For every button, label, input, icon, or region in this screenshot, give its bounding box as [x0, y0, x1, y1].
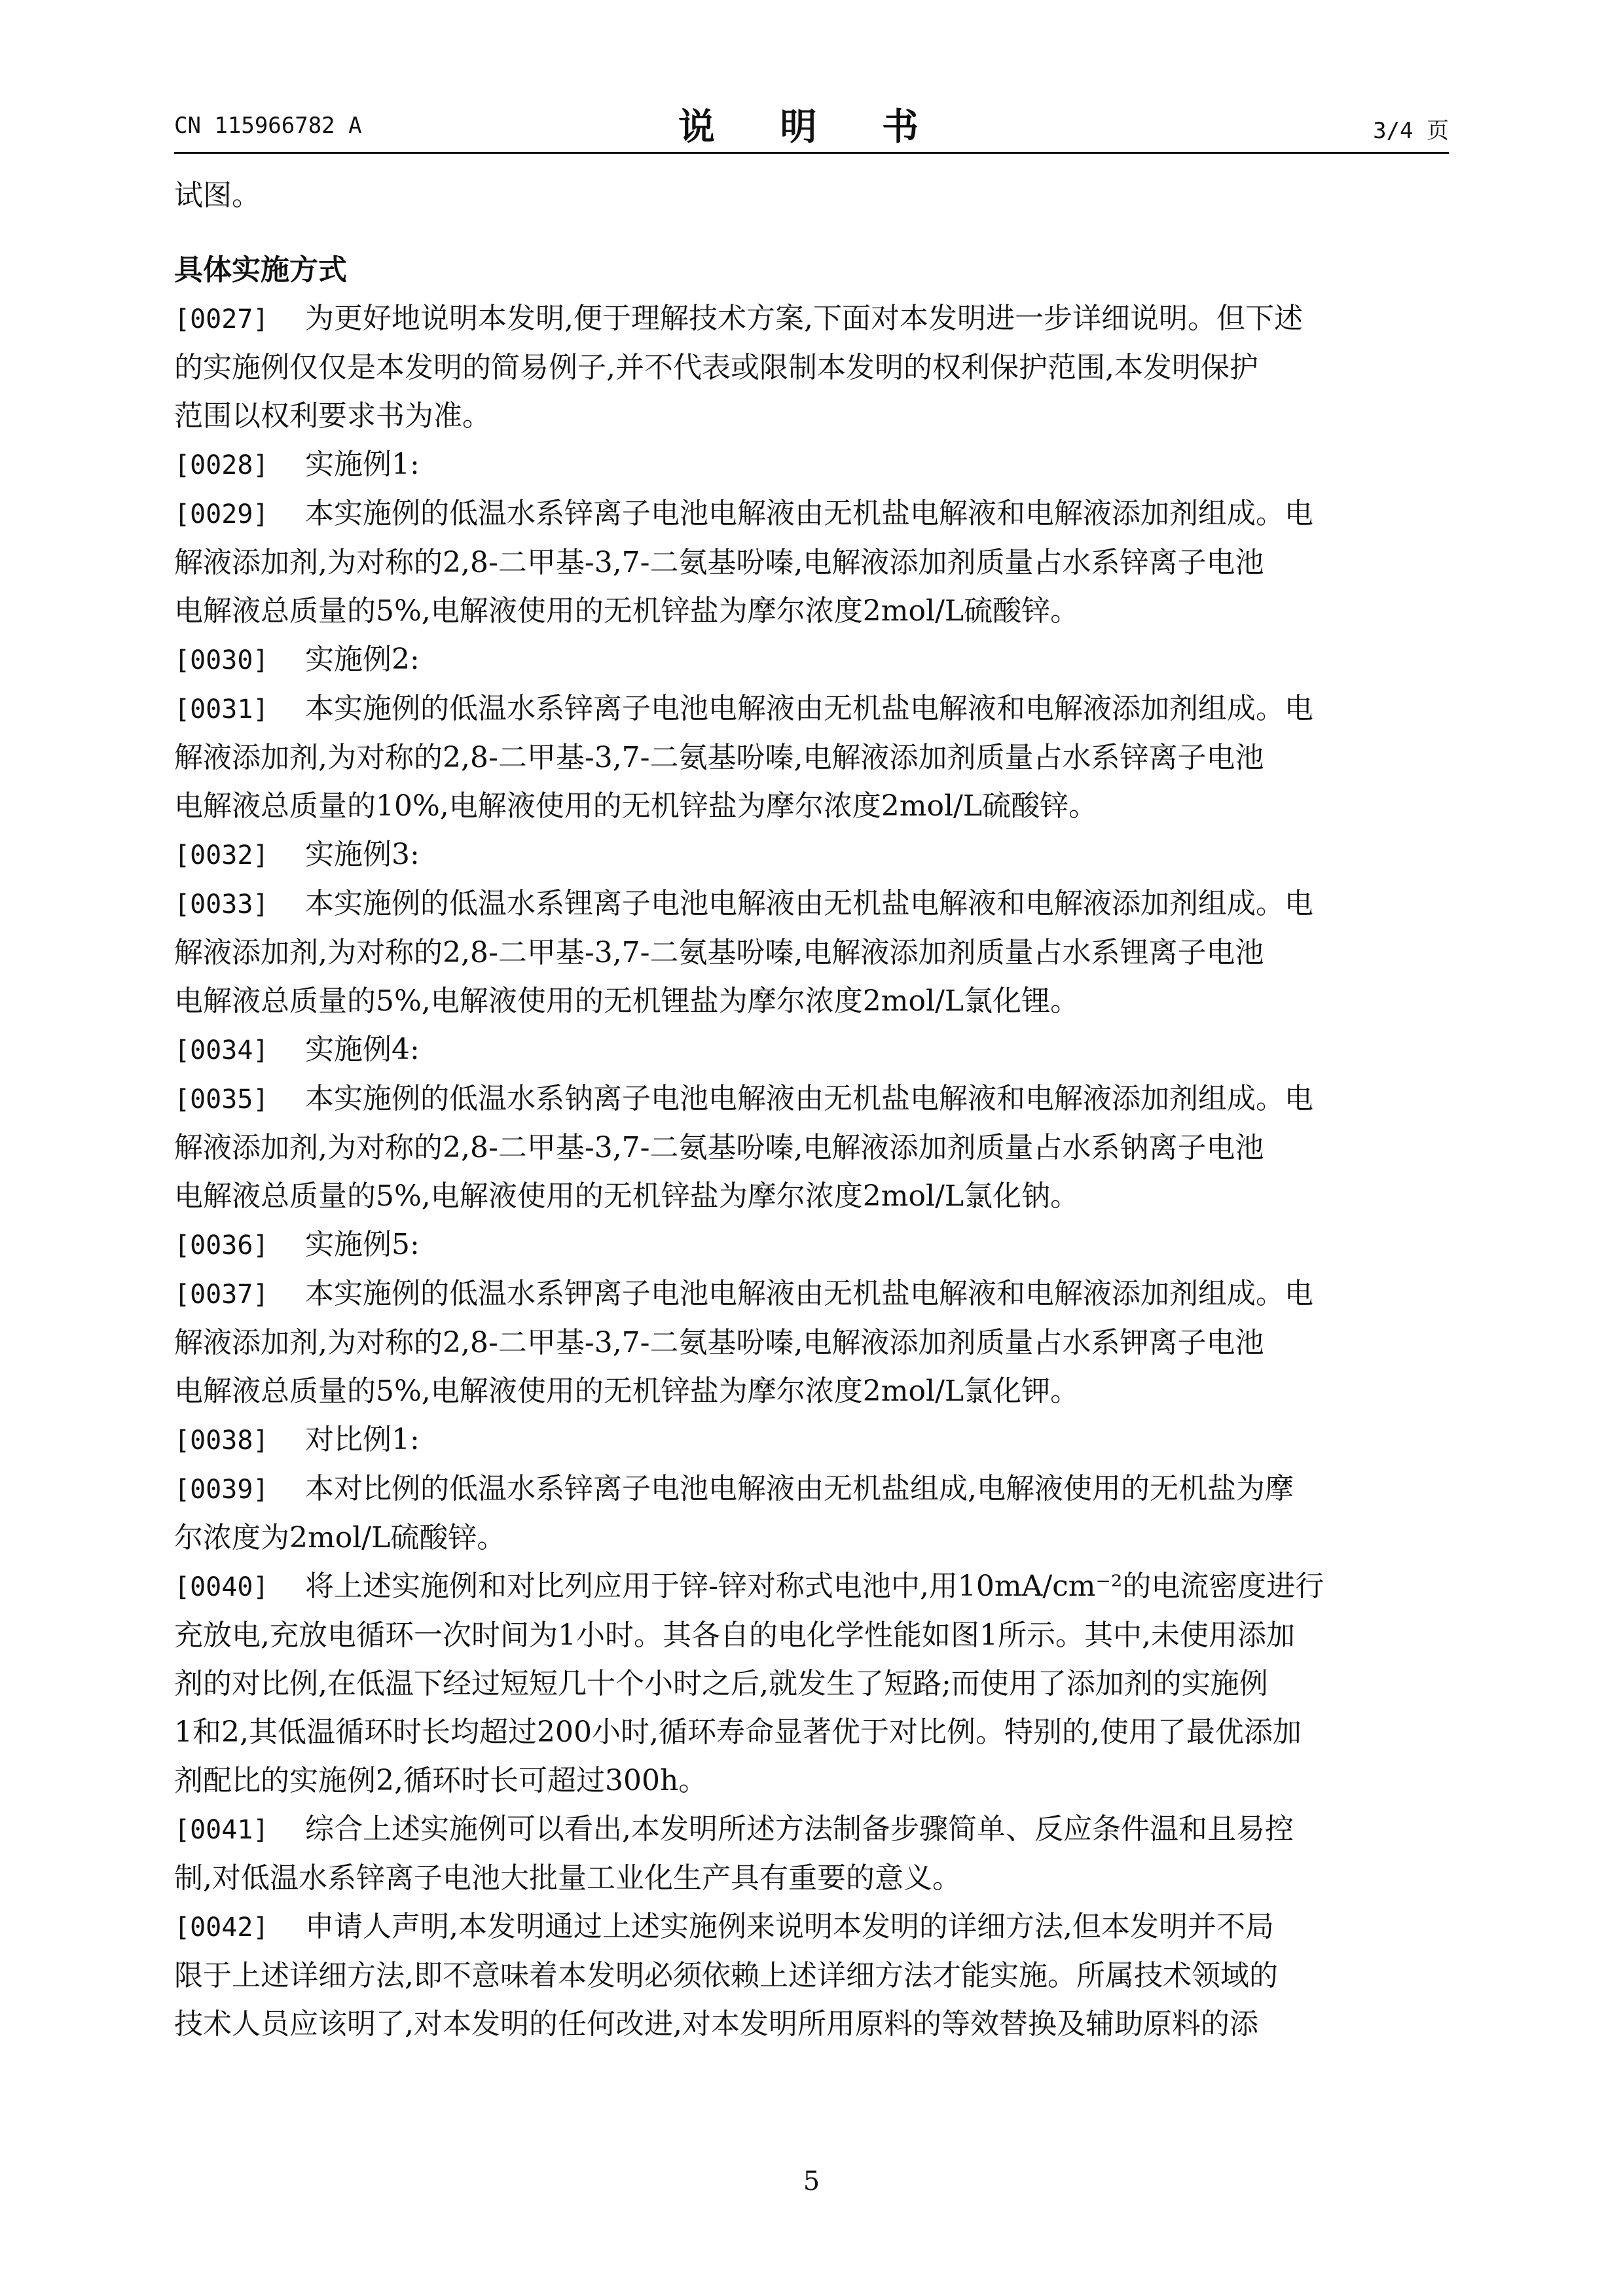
spacer: [174, 220, 1449, 246]
paragraph-first-line: [174, 1221, 1449, 1270]
paragraph-line: [174, 1367, 1449, 1416]
paragraph-text: 电解液总质量的5%,电解液使用的无机锌盐为摩尔浓度2mol/L氯化钾。: [174, 1374, 1080, 1408]
paragraph-list: [174, 295, 1449, 2049]
publication-number: CN 115966782 A: [174, 113, 362, 139]
paragraph-number: [0041]: [174, 1815, 269, 1845]
paragraph-text: 解液添加剂,为对称的2,8-二甲基-3,7-二氨基吩嗪,电解液添加剂质量占水系锌离子电池: [174, 741, 1264, 774]
section-heading: 具体实施方式: [174, 253, 347, 287]
paragraph-line: [174, 1708, 1449, 1757]
paragraph-number: [0028]: [174, 450, 269, 480]
paragraph-text: 为更好地说明本发明,便于理解技术方案,下面对本发明进一步详细说明。但下述: [305, 302, 1303, 335]
paragraph-text: 实施例4:: [305, 1033, 420, 1066]
paragraph-text: 申请人声明,本发明通过上述实施例来说明本发明的详细方法,但本发明并不局: [305, 1910, 1274, 1943]
paragraph-text: 限于上述详细方法,即不意味着本发明必须依赖上述详细方法才能实施。所属技术领域的: [174, 1959, 1278, 1992]
paragraph-text: 解液添加剂,为对称的2,8-二甲基-3,7-二氨基吩嗪,电解液添加剂质量占水系钠离子电池: [174, 1131, 1264, 1164]
paragraph-number: [0031]: [174, 694, 269, 725]
paragraph-text: 技术人员应该明了,对本发明的任何改进,对本发明所用原料的等效替换及辅助原料的添: [174, 2007, 1258, 2041]
paragraph-line: [174, 1611, 1449, 1660]
paragraph-text: 尔浓度为2mol/L硫酸锌。: [174, 1521, 506, 1554]
paragraph-text: 实施例5:: [305, 1228, 420, 1261]
paragraph-line: [174, 929, 1449, 977]
page-number: 5: [803, 2166, 820, 2197]
paragraph-number: [0033]: [174, 889, 269, 920]
paragraph-number: [0029]: [174, 499, 269, 529]
paragraph-first-line: [174, 1026, 1449, 1075]
paragraph-text: 的实施例仅仅是本发明的简易例子,并不代表或限制本发明的权利保护范围,本发明保护: [174, 351, 1258, 384]
paragraph-line: [174, 1172, 1449, 1221]
paragraph-text: 电解液总质量的5%,电解液使用的无机锌盐为摩尔浓度2mol/L硫酸锌。: [174, 594, 1080, 628]
paragraph-line: [174, 977, 1449, 1026]
paragraph-text: 剂配比的实施例2,循环时长可超过300h。: [174, 1764, 708, 1797]
paragraph-first-line: [174, 1465, 1449, 1514]
paragraph-line: [174, 1319, 1449, 1367]
paragraph-text: 解液添加剂,为对称的2,8-二甲基-3,7-二氨基吩嗪,电解液添加剂质量占水系锌离子电池: [174, 546, 1264, 579]
paragraph-number: [0039]: [174, 1475, 269, 1505]
paragraph-first-line: [174, 295, 1449, 344]
paragraph-text: 电解液总质量的5%,电解液使用的无机锂盐为摩尔浓度2mol/L氯化锂。: [174, 984, 1080, 1018]
paragraph-text: 制,对低温水系锌离子电池大批量工业化生产具有重要的意义。: [174, 1861, 961, 1895]
page-indicator: 3/4 页: [1373, 118, 1449, 144]
paragraph-text: 实施例2:: [305, 643, 420, 676]
paragraph-number: [0034]: [174, 1035, 269, 1066]
paragraph-number: [0027]: [174, 304, 269, 334]
paragraph-first-line: [174, 1903, 1449, 1952]
paragraph-text: 对比例1:: [305, 1423, 420, 1456]
paragraph-first-line: [174, 880, 1449, 929]
paragraph-number: [0030]: [174, 645, 269, 675]
header-rule: [174, 152, 1449, 154]
paragraph-text: 综合上述实施例可以看出,本发明所述方法制备步骤简单、反应条件温和且易控: [305, 1812, 1294, 1846]
paragraph-first-line: [174, 685, 1449, 734]
paragraph-text: 本实施例的低温水系锂离子电池电解液由无机盐电解液和电解液添加剂组成。电: [305, 887, 1313, 920]
document-title: 说 明 书: [678, 105, 945, 149]
paragraph-text: 实施例3:: [305, 838, 420, 871]
paragraph-text: 剂的对比例,在低温下经过短短几十个小时之后,就发生了短路;而使用了添加剂的实施例: [174, 1667, 1268, 1700]
paragraph-number: [0037]: [174, 1280, 269, 1310]
paragraph-number: [0038]: [174, 1426, 269, 1456]
paragraph-line: [174, 344, 1449, 392]
paragraph-number: [0032]: [174, 840, 269, 870]
paragraph-first-line: [174, 831, 1449, 880]
paragraph-number: [0036]: [174, 1230, 269, 1261]
paragraph-text: 本对比例的低温水系锌离子电池电解液由无机盐组成,电解液使用的无机盐为摩: [305, 1472, 1294, 1505]
paragraph-line: [174, 587, 1449, 636]
paragraph-text: 本实施例的低温水系钠离子电池电解液由无机盐电解液和电解液添加剂组成。电: [305, 1082, 1313, 1115]
paragraph-line: [174, 782, 1449, 831]
paragraph-line: [174, 1660, 1449, 1708]
paragraph-text: 范围以权利要求书为准。: [174, 399, 491, 433]
paragraph-text: 本实施例的低温水系钾离子电池电解液由无机盐电解液和电解液添加剂组成。电: [305, 1277, 1313, 1310]
paragraph-first-line: [174, 440, 1449, 490]
paragraph-line: [174, 734, 1449, 782]
paragraph-text: 本实施例的低温水系锌离子电池电解液由无机盐电解液和电解液添加剂组成。电: [305, 692, 1313, 725]
continuation-line: 试图。: [174, 179, 261, 212]
paragraph-first-line: [174, 490, 1449, 539]
paragraph-first-line: [174, 1805, 1449, 1854]
paragraph-text: 本实施例的低温水系锌离子电池电解液由无机盐电解液和电解液添加剂组成。电: [305, 497, 1313, 530]
paragraph-line: [174, 1514, 1449, 1562]
paragraph-line: [174, 1952, 1449, 2000]
paragraph-line: [174, 1854, 1449, 1903]
paragraph-text: 充放电,充放电循环一次时间为1小时。其各自的电化学性能如图1所示。其中,未使用添加: [174, 1619, 1295, 1652]
paragraph-text: 电解液总质量的5%,电解液使用的无机锌盐为摩尔浓度2mol/L氯化钠。: [174, 1179, 1080, 1213]
paragraph-text: 1和2,其低温循环时长均超过200小时,循环寿命显著优于对比例。特别的,使用了最优添加: [174, 1715, 1302, 1749]
paragraph-number: [0040]: [174, 1572, 269, 1602]
paragraph-first-line: [174, 1075, 1449, 1124]
paragraph-line: [174, 1757, 1449, 1805]
paragraph-text: 实施例1:: [305, 448, 420, 481]
paragraph-text: 解液添加剂,为对称的2,8-二甲基-3,7-二氨基吩嗪,电解液添加剂质量占水系锂离子电池: [174, 936, 1264, 969]
paragraph-number: [0042]: [174, 1912, 269, 1943]
paragraph-line: [174, 1124, 1449, 1172]
page-header: [174, 98, 1449, 157]
paragraph-number: [0035]: [174, 1085, 269, 1115]
paragraph-text: 将上述实施例和对比列应用于锌-锌对称式电池中,用10mA/cm⁻²的电流密度进行: [305, 1570, 1324, 1603]
paragraph-first-line: [174, 1562, 1449, 1611]
paragraph-text: 解液添加剂,为对称的2,8-二甲基-3,7-二氨基吩嗪,电解液添加剂质量占水系钾离子电池: [174, 1326, 1264, 1359]
paragraph-line: [174, 2000, 1449, 2049]
paragraph-line: [174, 392, 1449, 440]
paragraph-first-line: [174, 636, 1449, 685]
paragraph-line: [174, 539, 1449, 587]
paragraph-first-line: [174, 1416, 1449, 1465]
document-body: [174, 171, 1449, 2049]
paragraph-text: 电解液总质量的10%,电解液使用的无机锌盐为摩尔浓度2mol/L硫酸锌。: [174, 789, 1098, 823]
paragraph-first-line: [174, 1270, 1449, 1319]
